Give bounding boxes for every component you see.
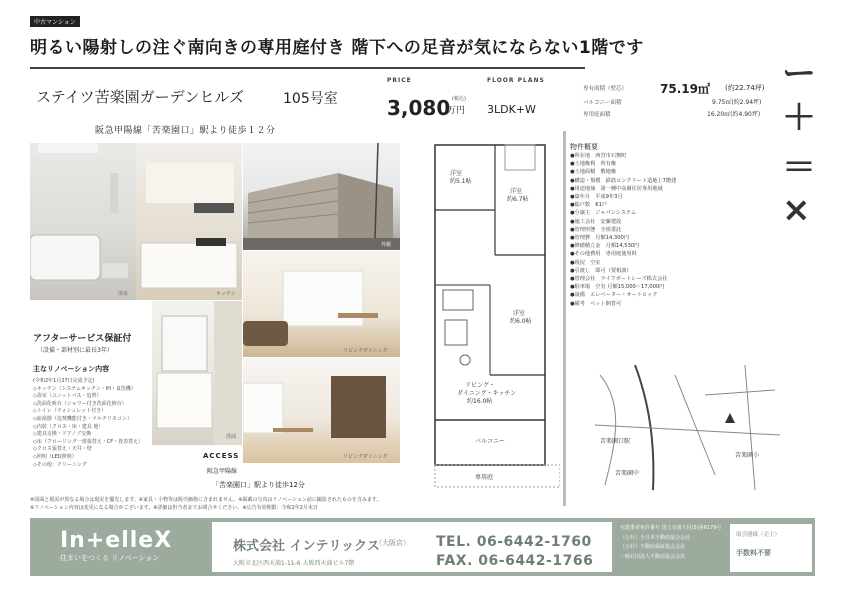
times-mark-icon: × [782, 190, 811, 230]
renovation-item: ◇建具交換・ドアノブ交換 [33, 431, 92, 438]
living-caption: リビングダイニング [343, 348, 388, 354]
renovation-item: (令和2年1月27日完成予定) [33, 378, 95, 384]
room2-size: 約6.7帖 [507, 196, 529, 203]
company-name: 株式会社 インテリックス [233, 539, 380, 554]
feature-item: ●その他費用 専用庭使用料 [570, 251, 637, 258]
garden-area-label: 専用庭面積 [583, 112, 611, 118]
license-line: （公社）不動産保証協会会員 [620, 544, 686, 550]
renovation-item: ◇照明（LED照明） [33, 454, 77, 460]
logo-tagline: 住まいをつくる リノベーション [60, 554, 160, 562]
renovation-item: ◇給湯器（追焚機能付き・マルチリモコン） [33, 416, 132, 422]
feature-item: ●備考 ペット飼育可 [570, 300, 622, 307]
feature-item: ●分譲主 ジャパンシステム [570, 210, 637, 217]
feature-item: ●引渡し 即可（要相談） [570, 267, 632, 274]
washroom-photo [152, 301, 242, 445]
feature-item: ●構造・規模 鉄筋コンクリート造地上7階建 [570, 177, 677, 184]
map-station-label: 苦楽園口駅 [600, 438, 631, 445]
ldk-label-1: リビング・ [465, 382, 495, 389]
property-marker-icon [725, 413, 735, 423]
feature-item: ●土地面積 敷地権 [570, 169, 617, 176]
company-logo: In+elleX [60, 528, 173, 553]
exterior-caption: 外観 [381, 242, 392, 248]
feature-item: ●用途地域 第一種中高層住居専用地域 [570, 185, 663, 192]
disclaimer-line: ※リノベーション内容は変更になる場合がございます。※詳細は担当者までお問合せください。※広告有効期限：令和2年2月末日 [30, 505, 318, 511]
living-photo [243, 251, 400, 357]
room1-size: 約5.1帖 [450, 178, 472, 185]
renovation-item: ◇クロス張替え・天井・壁 [33, 446, 92, 453]
feature-item: ●所在地 西宮市石刎町 [570, 153, 627, 159]
bath-caption: 浴室 [118, 291, 129, 297]
area-main-value: 75.19㎡ [660, 82, 710, 96]
feature-item: ●修繕積立金 月額14,530円 [570, 243, 640, 250]
renovation-title: 主なリノベーション内容 [33, 365, 110, 373]
feature-item: ●築年月 平成9年3月 [570, 194, 623, 200]
room2-label: 洋室 [510, 188, 523, 195]
dining-caption: リビングダイニング [343, 454, 388, 460]
category-tag: 中古マンション [30, 16, 80, 27]
price-unit: 万円 [447, 106, 466, 116]
garden-label: 専用庭 [475, 474, 494, 481]
room3-size: 約6.0帖 [510, 318, 532, 325]
kitchen-caption: キッチン [216, 291, 236, 297]
bath-photo [30, 143, 136, 300]
balcony-area-label: バルコニー面積 [583, 100, 622, 106]
renovation-item: ◇キッチン（システムキッチン・IH・食洗機） [33, 385, 136, 392]
renovation-item: ◇その他：クリーニング [33, 461, 87, 468]
feature-item: ●管理会社 ライフポートレーズ株式会社 [570, 276, 668, 282]
phone-number: TEL. 06-6442-1760 [436, 534, 592, 550]
dining-photo [243, 358, 400, 463]
equals-mark-icon: ＝ [782, 148, 816, 188]
renovation-item: ◇トイレ（ウォシュレット付き） [33, 408, 107, 415]
after-service-note: （設備・部材別に最長3年） [37, 347, 113, 354]
company-address: 大阪市北区西天満1-11-6 大阪西天満ビル7階 [233, 560, 355, 567]
plus-mark-icon: ＋ [782, 98, 816, 138]
minus-mark-icon: ー [782, 54, 816, 94]
area-main-tsubo: (約22.74坪) [725, 84, 765, 92]
access-line: 阪急甲陽線 [207, 468, 238, 475]
headline: 明るい陽射しの注ぐ南向きの専用庭付き 階下への足音が気にならない1階です [30, 38, 644, 58]
room3-label: 洋室 [513, 310, 526, 317]
license-line: 宅建業者免許番号 国土交通大臣(5)第6179号 [620, 525, 722, 531]
renovation-item: ◇洗面化粧台（シャワー付き洗面化粧台） [33, 400, 127, 407]
license-line: 一般社団法人不動産協会会員 [620, 553, 686, 560]
company-branch: （大阪店） [375, 539, 410, 547]
map-school-1: 苦楽園小 [735, 452, 760, 459]
price-label: PRICE [387, 77, 412, 84]
balcony-label: バルコニー [475, 438, 506, 445]
price-value: 3,080 [387, 96, 451, 120]
access-title: ACCESS [203, 452, 240, 460]
floor-plan [405, 135, 560, 490]
room1-label: 洋室 [450, 170, 463, 177]
area-main-label: 専有面積（壁芯） [583, 86, 628, 92]
station-access: 阪急甲陽線「苦楽園口」駅より徒歩１２分 [95, 126, 276, 136]
room-number: 105号室 [283, 91, 338, 107]
ldk-label-2: ダイニング・キッチン [457, 390, 517, 397]
exterior-photo [243, 143, 400, 250]
feature-item: ●土地権利 所有権 [570, 161, 617, 168]
price-tax-note: (税込) [452, 96, 466, 102]
fee-label: 取引態様（売主） [736, 532, 781, 538]
floorplan-label: FLOOR PLANS [487, 77, 545, 84]
property-name: ステイツ苦楽園ガーデンヒルズ [36, 88, 244, 106]
access-station: 「苦楽園口」駅より徒歩12分 [212, 481, 305, 489]
map-school-2: 苦楽園中 [615, 470, 640, 477]
renovation-item: ◇内装（クロス・床・建具 他） [33, 423, 104, 430]
feature-item: ●管理費 月額14,300円 [570, 235, 629, 241]
header-rule [30, 67, 585, 69]
feature-item: ●現況 空室 [570, 259, 601, 266]
balcony-area-value: 9.75㎡(約2.94坪) [712, 99, 762, 106]
fee-text: 手数料不要 [736, 549, 771, 557]
feature-item: ●設備 エレベーター・オートロック [570, 292, 658, 299]
disclaimer-line: ※図面と現況が異なる場合は現況を優先します。※家具・小物等は販売価格に含まれません。※掲載の写真はリノベーション前に撮影されたものを含みます。 [30, 497, 382, 503]
renovation-item: ◇床（フローリング一部張替え・CF・畳表替え） [33, 438, 144, 445]
ldk-size: 約16.0帖 [467, 398, 493, 405]
license-line: （公社）全日本不動産協会会員 [620, 534, 691, 541]
fax-number: FAX. 06-6442-1766 [436, 553, 594, 569]
kitchen-photo [136, 143, 242, 300]
area-map [595, 365, 780, 490]
washroom-caption: 洗面 [226, 434, 237, 440]
divider-rail [563, 131, 566, 506]
layout-type: 3LDK+W [487, 103, 536, 116]
after-service-title: アフターサービス保証付 [33, 334, 132, 344]
feature-item: ●管理形態 全部委託 [570, 226, 622, 233]
features-title: 物件概要 [570, 143, 598, 151]
feature-item: ●駐車場 空有 月額15,000～17,000円 [570, 284, 665, 291]
garden-area-value: 16.20㎡(約4.90坪) [707, 111, 761, 118]
renovation-item: ◇浴室（ユニットバス・追焚） [33, 393, 102, 400]
feature-item: ●総戸数 61戸 [570, 202, 608, 209]
feature-item: ●施工会社 安藤建設 [570, 218, 622, 225]
